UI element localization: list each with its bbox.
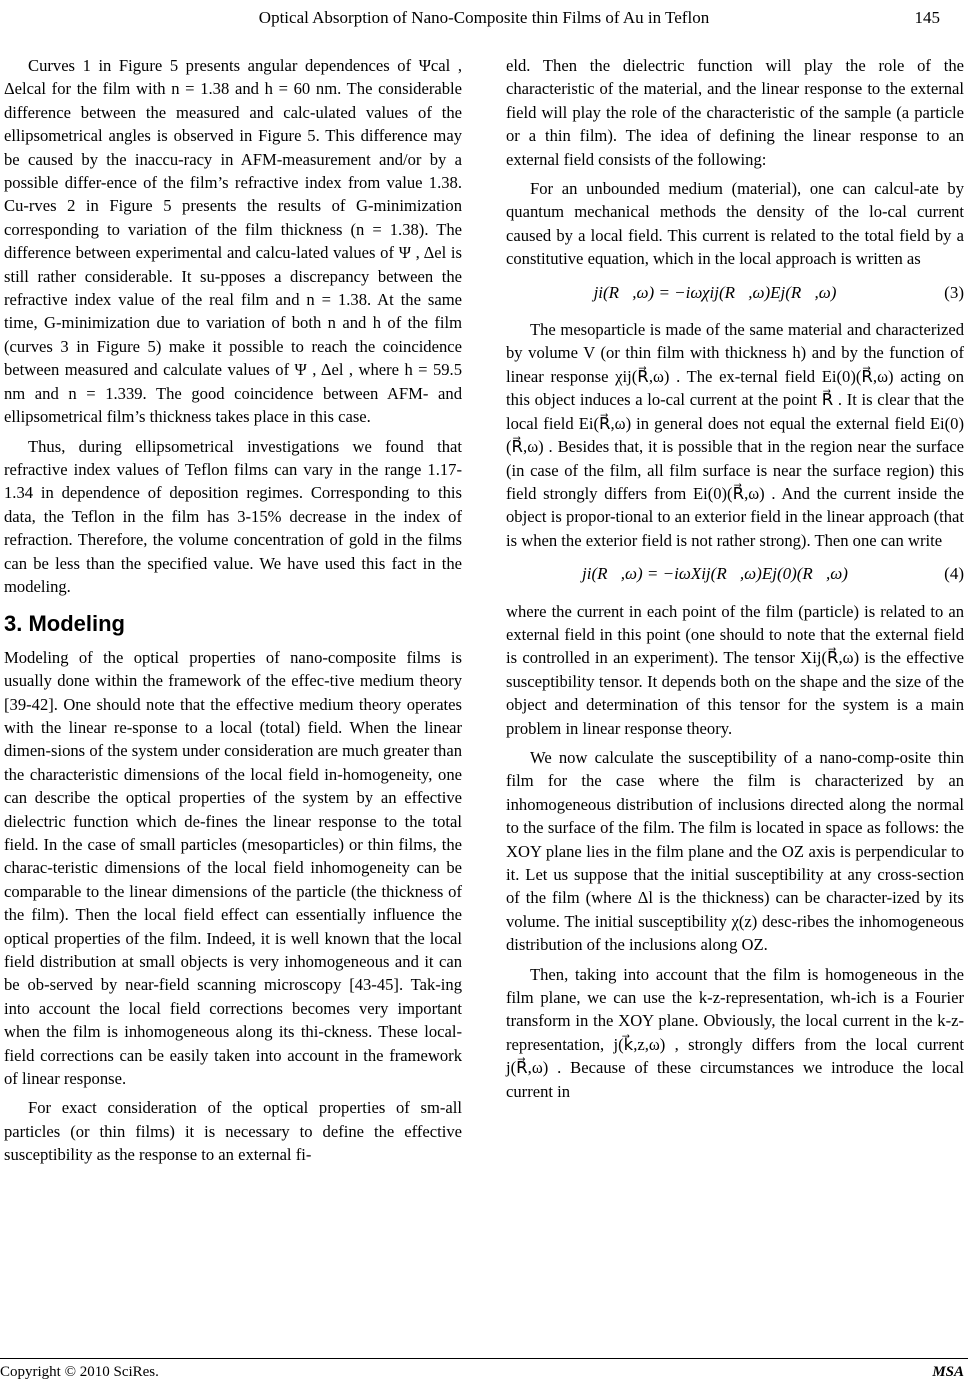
equation-number: (3) xyxy=(944,282,964,302)
section-heading: 3. Modeling xyxy=(4,611,125,637)
footer-rule xyxy=(0,1358,968,1359)
paragraph: Then, taking into account that the film is homogeneous in the film plane, we can use the k-z-representation, wh-ich is a Fourier transform in the XOY plane. Obviously, the local current in the k-z-representation, j(k⃗,z,ω) , strongly differs from the local current j(R⃗,ω) . Because of these circumstances we introduce the local current in xyxy=(506,964,964,1101)
page-number: 145 xyxy=(914,8,940,27)
paragraph: Thus, during ellipsometrical investigations we found that refractive index values of Teflon films can vary in the range 1.17-1.34 in dependence of deposition regimes. Corresponding to this data, the Teflon in the film has 3-15% decrease in the index of refraction. Therefore, the volume concentration of gold in the films can be less than the specified value. We have used this fact in the modeling. xyxy=(4,436,462,596)
equation-body: ji(R⃗,ω) = −iωχij(R⃗,ω)Ej(R⃗,ω) xyxy=(593,282,837,302)
paragraph: eld. Then the dielectric function will play the role of the characteristic of the material, and the linear response to the external field will play the role of the characteristic of the sample (a particle or a thin film). The idea of defining the linear response to an external field consists of the following: xyxy=(506,56,964,169)
paragraph: For an unbounded medium (material), one can calcul-ate by quantum mechanical methods the density of the lo-cal current caused by a local field. This current is related to the total field by a constitutive equation, which in the local approach is written as xyxy=(506,179,964,269)
paragraph: Curves 1 in Figure 5 presents angular dependences of Ψcal , Δelcal for the film with n = 1.38 and h = 60 nm. The considerable difference between the measured and calc-ulated values of the ellipsometrical angles is observed in Figure 5. This difference may be caused by the inaccu-racy in AFM-measurement and/or by a possible differ-ence of the film’s refractive index from value 1.38. Cu-rves 2 in Figure 5 presents the results of G-minimization corresponding to variation of the film thickness (n = 1.38). The difference between experimental and calcu-lated values of Ψ , Δel is still rather considerable. It su-pposes a discrepancy between the refractive index value of the real film and n = 1.38. At the same time, G-minimization due to variation of both n and h of the film (curves 3 in Figure 5) make it possible to reach the coincidence between measured and calculate values of Ψ , Δel , where h = 59.5 nm and n = 1.339. The good coincidence between AFM- and ellipsometrical film’s thickness takes place in this case. xyxy=(4,56,462,427)
journal-abbrev: MSA xyxy=(932,1364,964,1380)
equation-body: ji(R⃗,ω) = −iωXij(R⃗,ω)Ej(0)(R⃗,ω) xyxy=(582,564,848,584)
running-head: Optical Absorption of Nano-Composite thin Films of Au in Teflon xyxy=(258,8,710,27)
right-column xyxy=(506,54,964,1109)
paragraph: Modeling of the optical properties of nano-composite films is usually done within the framework of the effec-tive medium theory [39-42]. One should note that the effective medium theory operates with the linear re-sponse to a local (total) field. When the linear dimen-sions of the system under consideration are much greater than the characteristic dimensions of the local field in-homogeneity, one can describe the optical properties of the system by an effective dielectric function which de-fines the linear response to the total field. In the case of small particles (mesoparticles) or thin films, the charac-teristic dimensions of the local field inhomogeneity can be comparable to the linear dimensions of the particle (the thickness of the film). Then the local field effect can essentially influence the optical properties of the film. Indeed, it is well known that the local field distribution at small objects is very inhomogeneous and it can be ob-served by near-field scanning microscopy [43-45]. Tak-ing into account the local field corrections becomes very important when the film is inhomogeneous along its thi-ckness. These local-field corrections can be easily taken into account in the framework of linear response. xyxy=(4,647,462,1089)
copyright: Copyright © 2010 SciRes. xyxy=(0,1364,159,1380)
equation-4 xyxy=(506,562,964,585)
equation-number: (4) xyxy=(944,564,964,584)
equation-3 xyxy=(506,281,964,304)
left-column xyxy=(4,54,462,1173)
paragraph: We now calculate the susceptibility of a nano-comp-osite thin film for the case where the film is characterized by an inhomogeneous distribution of inclusions directed along the normal to the surface of the film. The film is located in space as follows: the XOY plane lies in the film plane and the OZ axis is perpendicular to it. Let us suppose that the initial susceptibility at any cross-section of the film (where Δl is the thickness) can be character-ized by its volume. The initial susceptibility χ(z) desc-ribes the inhomogeneous distribution of the inclusions along OZ. xyxy=(506,747,964,955)
paragraph: where the current in each point of the film (particle) is related to an external field in this point (one should to note that the external field is controlled in an experiment). The tensor Xij(R⃗,ω) is the effective susceptibility tensor. It depends both on the shape and the size of the object and determination of this tensor for the system is a main problem in linear response theory. xyxy=(506,601,964,738)
paragraph: For exact consideration of the optical properties of sm-all particles (or thin films) it is necessary to define the effective susceptibility as the response to an external fi- xyxy=(4,1098,462,1165)
paragraph: The mesoparticle is made of the same material and characterized by volume V (or thin film with thickness h) and by the function of linear response χij(R⃗,ω) . The ex-ternal field Ei(0)(R⃗,ω) acting on this object induces a lo-cal current at the point R⃗ . It is clear that the local field Ei(R⃗,ω) in general does not equal the external field Ei(0)(R⃗,ω) . Besides that, it is possible that in the region near the surface (in case of the film, all film surface is near the surface region) this field strongly differs from Ei(0)(R⃗,ω) . And the current inside the object is propor-tional to an exterior field in the linear approach (that is when the exterior field is not rather strong). Then one can write xyxy=(506,320,964,550)
